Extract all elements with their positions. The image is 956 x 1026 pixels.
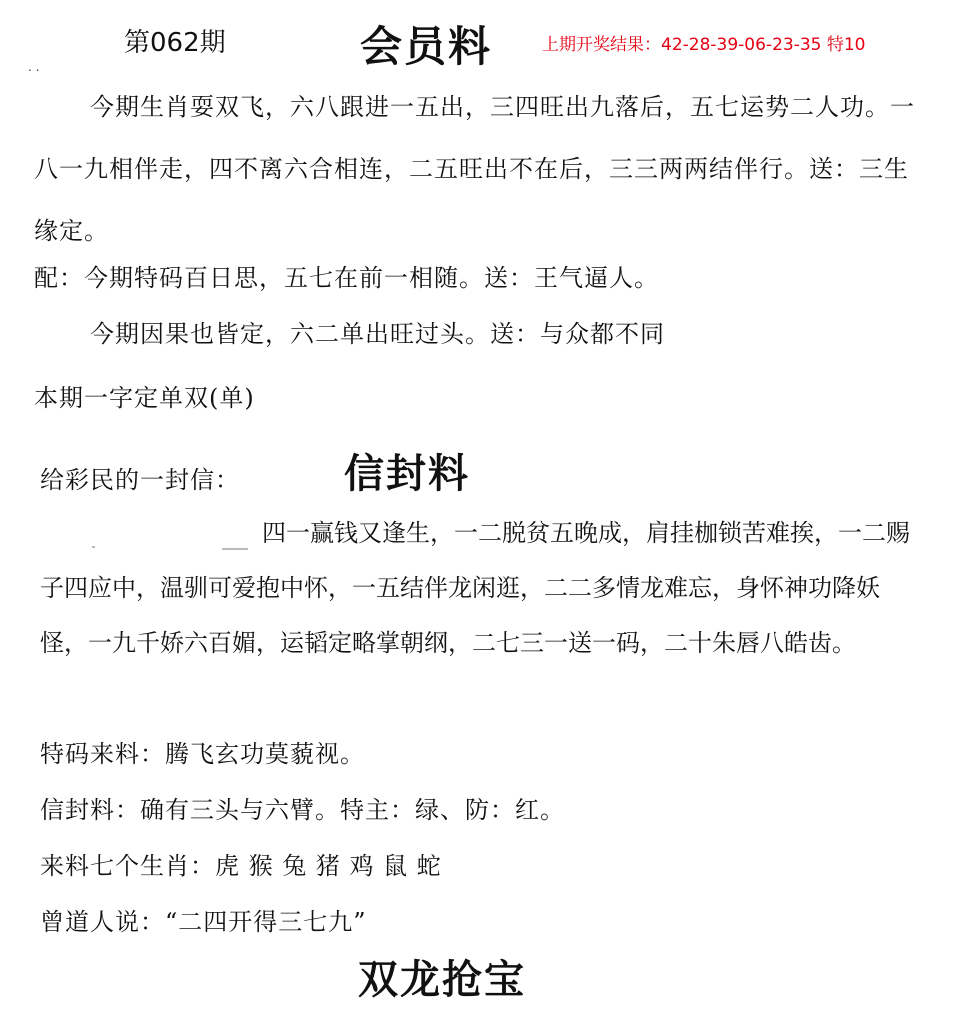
decorative-dots: . . (28, 60, 40, 74)
yinguo-line: 今期因果也皆定，六二单出旺过头。送：与众都不同 (90, 320, 665, 348)
tema-line: 特码来料：腾飞玄功莫藐视。 (40, 740, 365, 768)
zeng-daoren-line: 曾道人说：“二四开得三七九” (40, 908, 367, 936)
page-title: 会员料 (360, 22, 493, 71)
letter-title: 信封料 (344, 450, 470, 497)
last-draw-result: 上期开奖结果：42-28-39-06-23-35 特10 (542, 35, 866, 55)
section-title-shuanglong: 双龙抢宝 (358, 956, 526, 1003)
letter-poem: 四一赢钱又逢生，一二脱贫五晚成，肩挂枷锁苦难挨，一二赐子四应中，温驯可爱抱中怀，一五结伴龙闲逛，二二多情龙难忘，身怀神功降妖怪，一九千娇六百媚，运韬定略掌朝纲，二七三一送一码，二十朱唇八皓齿。 (40, 519, 910, 657)
issue-number: 第062期 (124, 28, 226, 58)
member-poem: 今期生肖耍双飞，六八跟进一五出，三四旺出九落后，五七运势二人功。一八一九相伴走，四不离六合相连，二五旺出不在后，三三两两结伴行。送：三生缘定。 (34, 93, 915, 245)
letter-intro: 给彩民的一封信： (40, 466, 240, 494)
seven-zodiac-line: 来料七个生肖：虎 猴 兔 猪 鸡 鼠 蛇 (40, 852, 442, 880)
envelope-line: 信封料：确有三头与六臂。特主：绿、防：红。 (40, 796, 565, 824)
odd-even-line: 本期一字定单双(单) (34, 384, 255, 412)
pei-line: 配：今期特码百日思，五七在前一相随。送：王气逼人。 (34, 264, 659, 292)
